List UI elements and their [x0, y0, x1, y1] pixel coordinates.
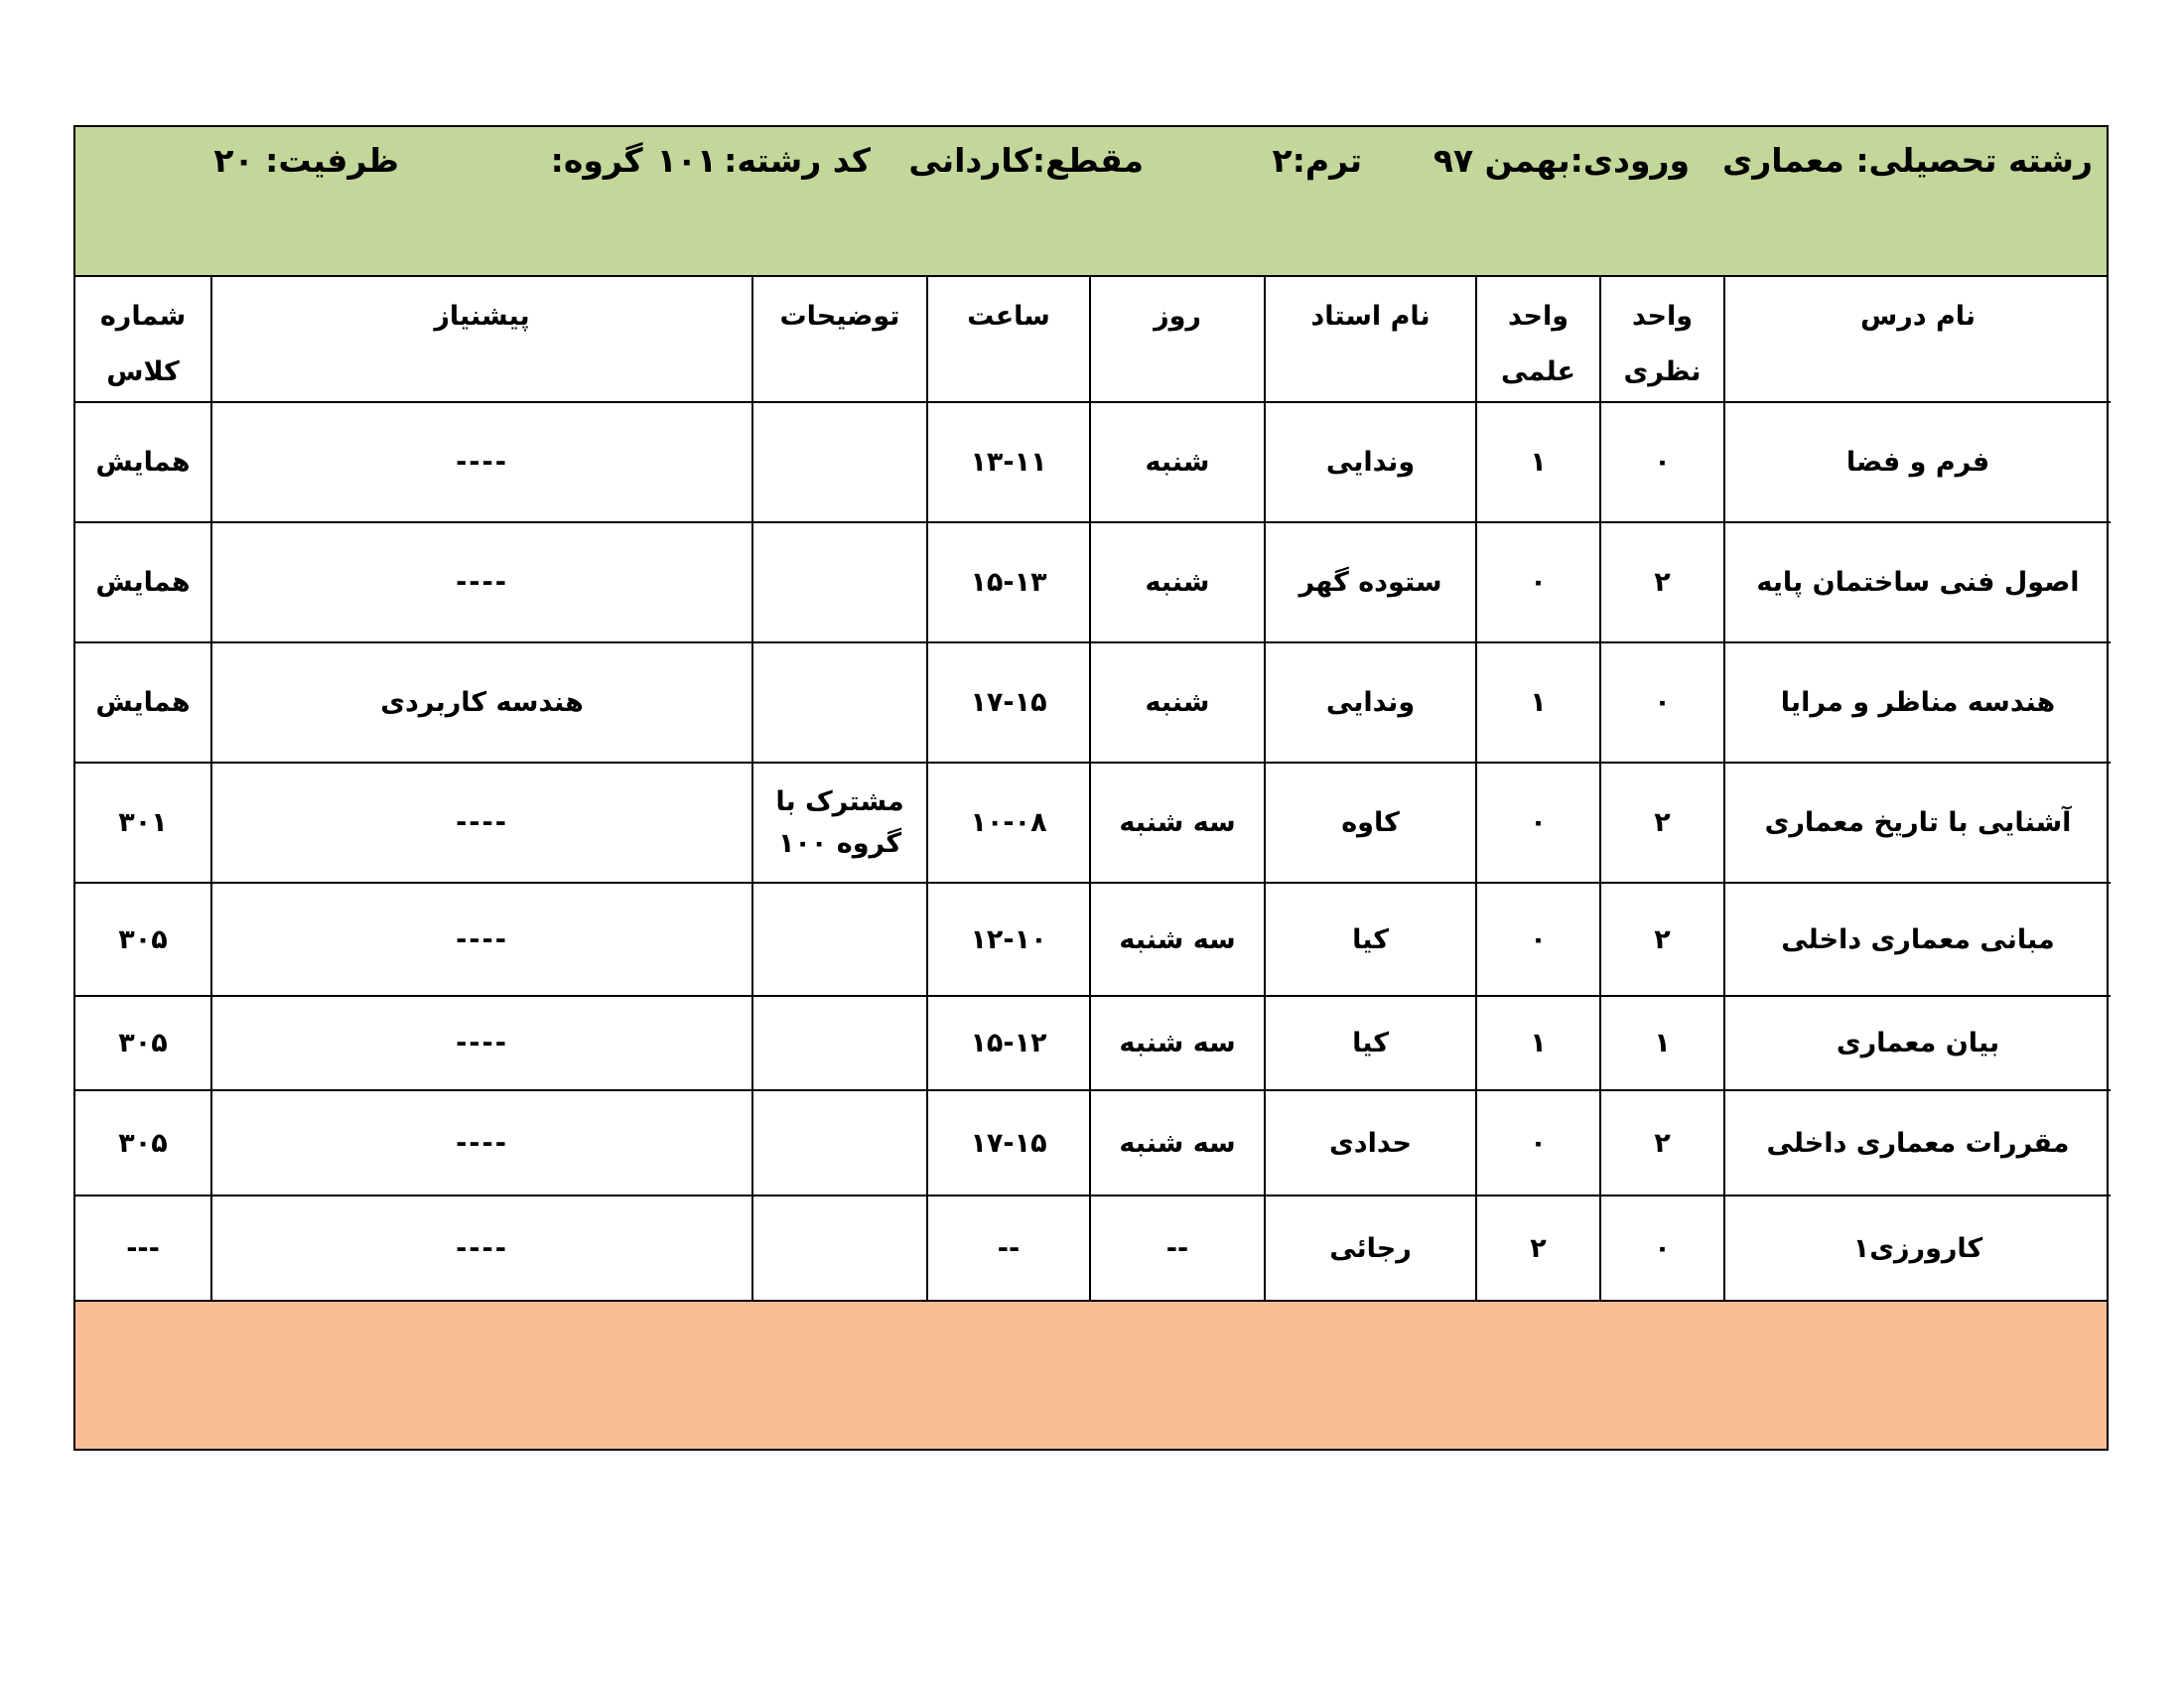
day: شنبه — [1145, 687, 1210, 718]
time: -- — [997, 1232, 1021, 1264]
time-cell — [927, 522, 1090, 642]
table-row — [75, 642, 2111, 763]
table-row — [75, 1196, 2111, 1300]
theory-units-cell — [1600, 402, 1724, 522]
practical-units: ۱ — [1530, 447, 1547, 478]
practical-units-cell — [1476, 642, 1600, 763]
table-header-row — [75, 277, 2111, 402]
time: ۱۵-۱۲ — [970, 1028, 1047, 1058]
instructor-name-cell — [1265, 996, 1476, 1090]
table-row — [75, 402, 2111, 522]
room-number: ۳۰۵ — [118, 1028, 168, 1058]
theory-units-cell — [1600, 883, 1724, 996]
time-cell — [927, 1090, 1090, 1196]
time: ۱۷-۱۵ — [970, 1127, 1047, 1159]
instructor-name-cell — [1265, 642, 1476, 763]
course-name: مقررات معماری داخلی — [1766, 1127, 2070, 1159]
room-number-cell — [75, 996, 211, 1090]
group-label: گروه: — [550, 141, 643, 180]
table-row — [75, 996, 2111, 1090]
practical-units: ۰ — [1530, 1127, 1547, 1159]
header-course: نام درس — [1724, 277, 2111, 402]
room-number: همایش — [95, 687, 191, 718]
theory-units: ۰ — [1654, 447, 1671, 478]
day: سه شنبه — [1119, 1028, 1236, 1058]
prerequisite-cell — [211, 522, 752, 642]
day-cell — [1090, 883, 1265, 996]
entry-term: ورودی:بهمن ۹۷ — [1433, 141, 1690, 180]
group-number: ۱۰۱ — [656, 141, 717, 180]
day-cell — [1090, 642, 1265, 763]
instructor-name-cell — [1265, 522, 1476, 642]
time-cell — [927, 1196, 1090, 1300]
practical-units: ۰ — [1530, 923, 1547, 955]
notes-cell — [752, 522, 927, 642]
notes-cell — [752, 642, 927, 763]
room-number: ۳۰۵ — [118, 1127, 168, 1159]
field-of-study: رشته تحصیلی: معماری — [1722, 141, 2093, 180]
prerequisite: ---- — [456, 807, 508, 838]
instructor-name-cell — [1265, 1090, 1476, 1196]
day-cell — [1090, 763, 1265, 883]
prerequisite: ---- — [456, 1127, 508, 1159]
day: شنبه — [1145, 567, 1210, 598]
day-cell — [1090, 996, 1265, 1090]
day-cell — [1090, 1196, 1265, 1300]
prerequisite-cell — [211, 883, 752, 996]
term-number: ترم:۲ — [1272, 141, 1362, 180]
room-number-cell — [75, 522, 211, 642]
prerequisite-cell — [211, 763, 752, 883]
group — [551, 141, 717, 180]
time: ۱۲-۱۰ — [970, 923, 1047, 955]
prerequisite-cell — [211, 402, 752, 522]
course-name-cell — [1724, 763, 2111, 883]
day: شنبه — [1145, 447, 1210, 478]
course-name: کارورزی۱ — [1852, 1232, 1983, 1264]
notes-cell — [752, 1196, 927, 1300]
prerequisite: ---- — [456, 447, 508, 478]
room-number-cell — [75, 1196, 211, 1300]
room-number-cell — [75, 763, 211, 883]
time: ۱۳-۱۱ — [970, 447, 1047, 478]
notes-cell — [752, 883, 927, 996]
room-number: --- — [126, 1232, 160, 1264]
table-row — [75, 1090, 2111, 1196]
course-name: آشنایی با تاریخ معماری — [1764, 807, 2072, 838]
practical-units-cell — [1476, 1196, 1600, 1300]
practical-units-cell — [1476, 763, 1600, 883]
theory-units: ۲ — [1654, 923, 1671, 955]
table-row — [75, 522, 2111, 642]
capacity: ظرفیت: ۲۰ — [213, 141, 399, 180]
prerequisite: ---- — [456, 567, 508, 598]
instructor-name: وندایی — [1325, 447, 1416, 478]
degree-level: مقطع:کاردانی — [908, 141, 1144, 180]
instructor-name: ستوده گهر — [1298, 567, 1442, 598]
header-prerequisite: پیشنیاز — [211, 277, 752, 402]
header-theory-units: واحد نظری — [1600, 277, 1724, 402]
room-number-cell — [75, 642, 211, 763]
instructor-name: کاوه — [1341, 807, 1400, 838]
instructor-name-cell — [1265, 763, 1476, 883]
day: سه شنبه — [1119, 807, 1236, 838]
prerequisite: ---- — [456, 1232, 508, 1264]
notes-line: گروه ۱۰۰ — [777, 827, 902, 859]
header-notes: توضیحات — [752, 277, 927, 402]
table-row — [75, 763, 2111, 883]
room-number: ۳۰۱ — [118, 807, 168, 838]
notes-cell — [752, 996, 927, 1090]
practical-units: ۱ — [1530, 687, 1547, 718]
header-day: روز — [1090, 277, 1265, 402]
instructor-name: کیا — [1352, 1028, 1389, 1058]
room-number: همایش — [95, 567, 191, 598]
room-number: همایش — [95, 447, 191, 478]
theory-units-cell — [1600, 642, 1724, 763]
course-name: اصول فنی ساختمان پایه — [1756, 567, 2080, 598]
header-time: ساعت — [927, 277, 1090, 402]
practical-units-cell — [1476, 1090, 1600, 1196]
time-cell — [927, 883, 1090, 996]
course-name-cell — [1724, 1196, 2111, 1300]
course-name-cell — [1724, 402, 2111, 522]
notes-cell — [752, 1090, 927, 1196]
prerequisite: ---- — [456, 1028, 508, 1058]
prerequisite: ---- — [456, 923, 508, 955]
course-name: بیان معماری — [1836, 1028, 2000, 1058]
practical-units: ۲ — [1530, 1232, 1547, 1264]
notes-cell — [752, 763, 927, 883]
course-name: مبانی معماری داخلی — [1781, 923, 2055, 955]
instructor-name: وندایی — [1325, 687, 1416, 718]
course-table — [75, 277, 2111, 1300]
theory-units-cell — [1600, 1090, 1724, 1196]
schedule-sheet — [73, 125, 2109, 1451]
prerequisite: هندسه کاربردی — [380, 687, 584, 718]
course-name-cell — [1724, 883, 2111, 996]
course-name: هندسه مناظر و مرایا — [1780, 687, 2056, 718]
room-number-cell — [75, 1090, 211, 1196]
time-cell — [927, 763, 1090, 883]
instructor-name: حدادی — [1329, 1127, 1412, 1159]
theory-units: ۰ — [1654, 1232, 1671, 1264]
header-practical-units: واحد علمی — [1476, 277, 1600, 402]
room-number-cell — [75, 883, 211, 996]
practical-units-cell — [1476, 522, 1600, 642]
header-band — [75, 127, 2107, 277]
practical-units: ۰ — [1530, 807, 1547, 838]
theory-units-cell — [1600, 996, 1724, 1090]
room-number: ۳۰۵ — [118, 923, 168, 955]
theory-units-cell — [1600, 522, 1724, 642]
time-cell — [927, 402, 1090, 522]
room-number-cell — [75, 402, 211, 522]
table-row — [75, 883, 2111, 996]
footer-band — [75, 1300, 2107, 1449]
theory-units-cell — [1600, 763, 1724, 883]
time: ۱۵-۱۳ — [970, 567, 1047, 598]
instructor-name-cell — [1265, 883, 1476, 996]
course-name: فرم و فضا — [1845, 447, 1990, 478]
time: ۱۰-۰۸ — [970, 807, 1047, 838]
day: -- — [1165, 1232, 1189, 1264]
day-cell — [1090, 402, 1265, 522]
time-cell — [927, 642, 1090, 763]
day: سه شنبه — [1119, 1127, 1236, 1159]
theory-units: ۲ — [1654, 807, 1671, 838]
prerequisite-cell — [211, 1196, 752, 1300]
theory-units: ۲ — [1654, 567, 1671, 598]
instructor-name: کیا — [1352, 923, 1389, 955]
theory-units: ۲ — [1654, 1127, 1671, 1159]
course-name-cell — [1724, 522, 2111, 642]
time: ۱۷-۱۵ — [970, 687, 1047, 718]
notes-cell — [752, 402, 927, 522]
notes-line: مشترک با — [775, 785, 904, 817]
program-code-label: کد رشته: — [724, 141, 871, 180]
theory-units: ۱ — [1654, 1028, 1671, 1058]
practical-units: ۱ — [1530, 1028, 1547, 1058]
course-name-cell — [1724, 642, 2111, 763]
header-room: شماره کلاس — [75, 277, 211, 402]
day-cell — [1090, 1090, 1265, 1196]
day-cell — [1090, 522, 1265, 642]
course-name-cell — [1724, 996, 2111, 1090]
instructor-name: رجائی — [1329, 1232, 1412, 1264]
practical-units-cell — [1476, 883, 1600, 996]
prerequisite-cell — [211, 996, 752, 1090]
theory-units: ۰ — [1654, 687, 1671, 718]
header-instructor: نام استاد — [1265, 277, 1476, 402]
theory-units-cell — [1600, 1196, 1724, 1300]
practical-units: ۰ — [1530, 567, 1547, 598]
practical-units-cell — [1476, 996, 1600, 1090]
prerequisite-cell — [211, 1090, 752, 1196]
prerequisite-cell — [211, 642, 752, 763]
practical-units-cell — [1476, 402, 1600, 522]
course-name-cell — [1724, 1090, 2111, 1196]
instructor-name-cell — [1265, 1196, 1476, 1300]
day: سه شنبه — [1119, 923, 1236, 955]
time-cell — [927, 996, 1090, 1090]
instructor-name-cell — [1265, 402, 1476, 522]
